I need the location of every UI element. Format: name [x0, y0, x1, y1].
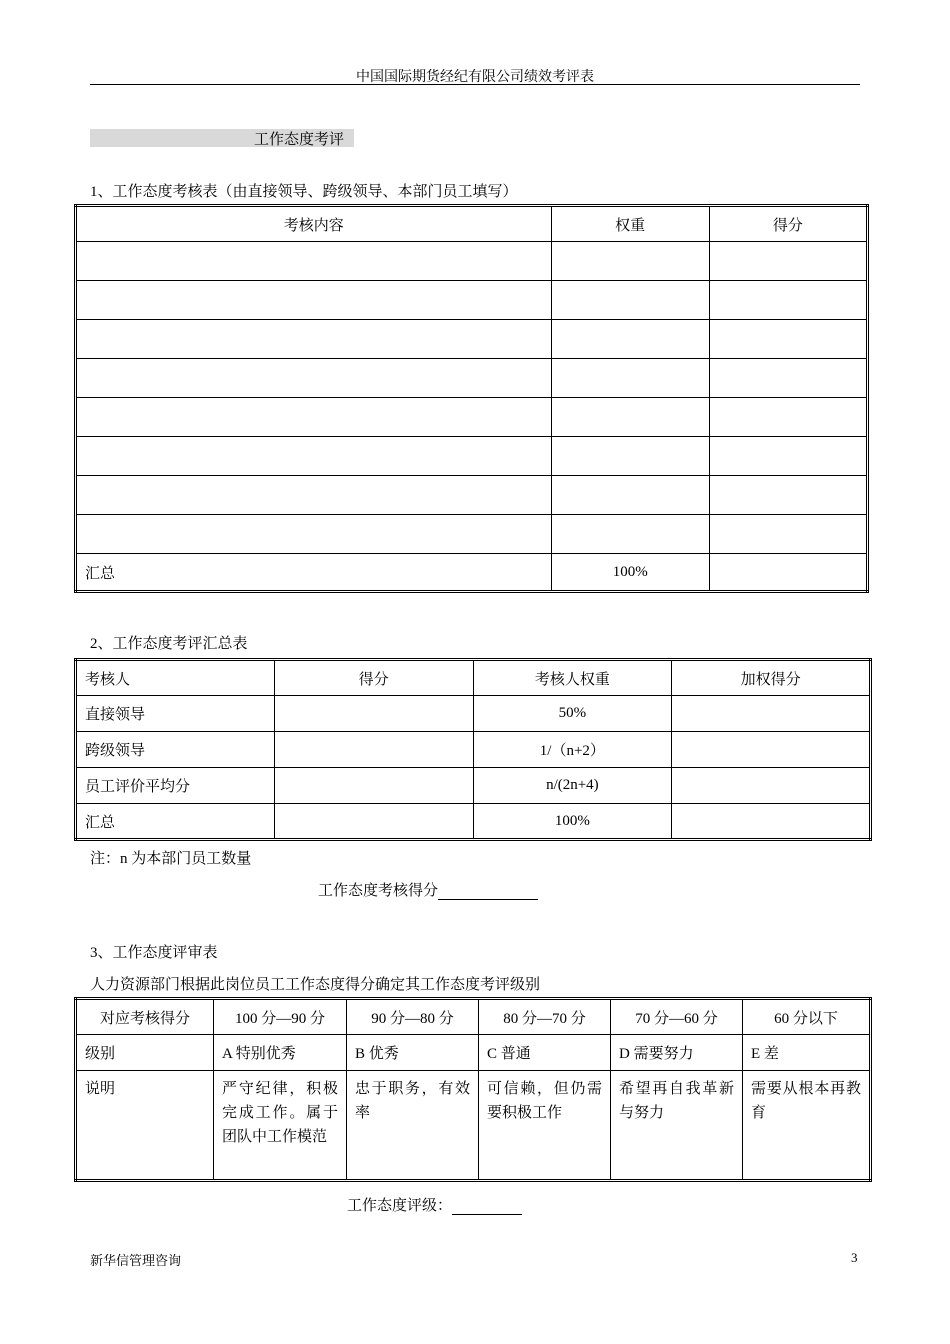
level-row: [76, 1035, 871, 1071]
score-cell[interactable]: [709, 320, 867, 359]
level-description: 严守纪律，积极完成工作。属于团队中工作模范: [214, 1071, 347, 1181]
attitude-review-table: [74, 997, 872, 1182]
description-row: [76, 1071, 871, 1181]
attitude-summary-table: [74, 658, 872, 841]
level-name: B 优秀: [347, 1035, 479, 1071]
rater-label: 汇总: [76, 804, 275, 840]
header-rule: [90, 84, 860, 85]
score-cell[interactable]: [274, 804, 473, 840]
table-row: [76, 437, 868, 476]
level-description: 忠于职务，有效率: [347, 1071, 479, 1181]
weight-cell[interactable]: [551, 398, 709, 437]
content-cell[interactable]: [76, 515, 552, 554]
score-cell[interactable]: [709, 242, 867, 281]
row-label-level: 级别: [76, 1035, 214, 1071]
page-number: 3: [851, 1250, 858, 1265]
level-description: 需要从根本再教育: [743, 1071, 871, 1181]
score-range: 80 分—70 分: [479, 999, 611, 1035]
part1-heading: 1、工作态度考核表（由直接领导、跨级领导、本部门员工填写）: [90, 184, 518, 200]
weight-cell[interactable]: [551, 281, 709, 320]
weight-cell[interactable]: [551, 437, 709, 476]
level-name: E 差: [743, 1035, 871, 1071]
total-weight: 100%: [551, 554, 709, 592]
column-header: 得分: [709, 206, 867, 242]
score-range: 70 分—60 分: [611, 999, 743, 1035]
row-label-desc: 说明: [76, 1071, 214, 1181]
part3-heading: 3、工作态度评审表: [90, 945, 218, 961]
score-cell[interactable]: [709, 281, 867, 320]
total-score-cell[interactable]: [709, 554, 867, 592]
table-row: [76, 398, 868, 437]
score-cell[interactable]: [274, 696, 473, 732]
rater-label: 直接领导: [76, 696, 275, 732]
content-cell[interactable]: [76, 476, 552, 515]
attitude-rating-line: [347, 1194, 522, 1215]
table-row: [76, 768, 871, 804]
attitude-score-blank[interactable]: [438, 883, 538, 900]
score-cell[interactable]: [709, 398, 867, 437]
score-cell[interactable]: [709, 476, 867, 515]
rater-label: 员工评价平均分: [76, 768, 275, 804]
column-header: 权重: [551, 206, 709, 242]
level-name: D 需要努力: [611, 1035, 743, 1071]
attitude-rating-blank[interactable]: [452, 1198, 522, 1215]
weight-cell[interactable]: [551, 476, 709, 515]
column-header: 得分: [274, 660, 473, 696]
level-name: A 特别优秀: [214, 1035, 347, 1071]
total-label: 汇总: [76, 554, 552, 592]
score-cell[interactable]: [709, 359, 867, 398]
table-header-row: [76, 206, 868, 242]
section-title: 工作态度考评: [254, 132, 345, 148]
rater-weight: 50%: [473, 696, 672, 732]
total-row: [76, 804, 871, 840]
score-range: 60 分以下: [743, 999, 871, 1035]
document-header-title: 中国国际期货经纪有限公司绩效考评表: [356, 69, 594, 85]
footer-company: 新华信管理咨询: [90, 1253, 182, 1268]
weighted-score-cell[interactable]: [672, 768, 871, 804]
content-cell[interactable]: [76, 359, 552, 398]
weight-cell[interactable]: [551, 320, 709, 359]
score-cell[interactable]: [274, 732, 473, 768]
part2-note: 注：n 为本部门员工数量: [90, 851, 252, 867]
row-label-score: 对应考核得分: [76, 999, 214, 1035]
table-row: [76, 476, 868, 515]
content-cell[interactable]: [76, 281, 552, 320]
content-cell[interactable]: [76, 242, 552, 281]
rater-weight: 100%: [473, 804, 672, 840]
weighted-score-cell[interactable]: [672, 804, 871, 840]
weight-cell[interactable]: [551, 242, 709, 281]
total-row: [76, 554, 868, 592]
score-range-row: [76, 999, 871, 1035]
score-cell[interactable]: [709, 437, 867, 476]
column-header: 考核人权重: [473, 660, 672, 696]
level-description: 可信赖，但仍需要积极工作: [479, 1071, 611, 1181]
table-row: [76, 320, 868, 359]
part3-intro: 人力资源部门根据此岗位员工工作态度得分确定其工作态度考评级别: [90, 977, 541, 993]
column-header: 加权得分: [672, 660, 871, 696]
attitude-assessment-table: [74, 204, 869, 593]
content-cell[interactable]: [76, 398, 552, 437]
score-range: 100 分—90 分: [214, 999, 347, 1035]
rater-weight: n/(2n+4): [473, 768, 672, 804]
table-row: [76, 515, 868, 554]
weighted-score-cell[interactable]: [672, 732, 871, 768]
weight-cell[interactable]: [551, 359, 709, 398]
attitude-score-line: [318, 879, 538, 900]
score-cell[interactable]: [709, 515, 867, 554]
level-name: C 普通: [479, 1035, 611, 1071]
score-cell[interactable]: [274, 768, 473, 804]
attitude-rating-label: 工作态度评级：: [347, 1198, 453, 1214]
score-range: 90 分—80 分: [347, 999, 479, 1035]
weighted-score-cell[interactable]: [672, 696, 871, 732]
table-row: [76, 281, 868, 320]
table-row: [76, 696, 871, 732]
rater-weight: 1/（n+2）: [473, 732, 672, 768]
table-row: [76, 359, 868, 398]
table-row: [76, 242, 868, 281]
level-description: 希望再自我革新与努力: [611, 1071, 743, 1181]
table-row: [76, 732, 871, 768]
column-header: 考核人: [76, 660, 275, 696]
weight-cell[interactable]: [551, 515, 709, 554]
rater-label: 跨级领导: [76, 732, 275, 768]
part2-heading: 2、工作态度考评汇总表: [90, 636, 248, 652]
attitude-score-label: 工作态度考核得分: [318, 883, 439, 899]
content-cell[interactable]: [76, 320, 552, 359]
table-header-row: [76, 660, 871, 696]
content-cell[interactable]: [76, 437, 552, 476]
column-header: 考核内容: [76, 206, 552, 242]
